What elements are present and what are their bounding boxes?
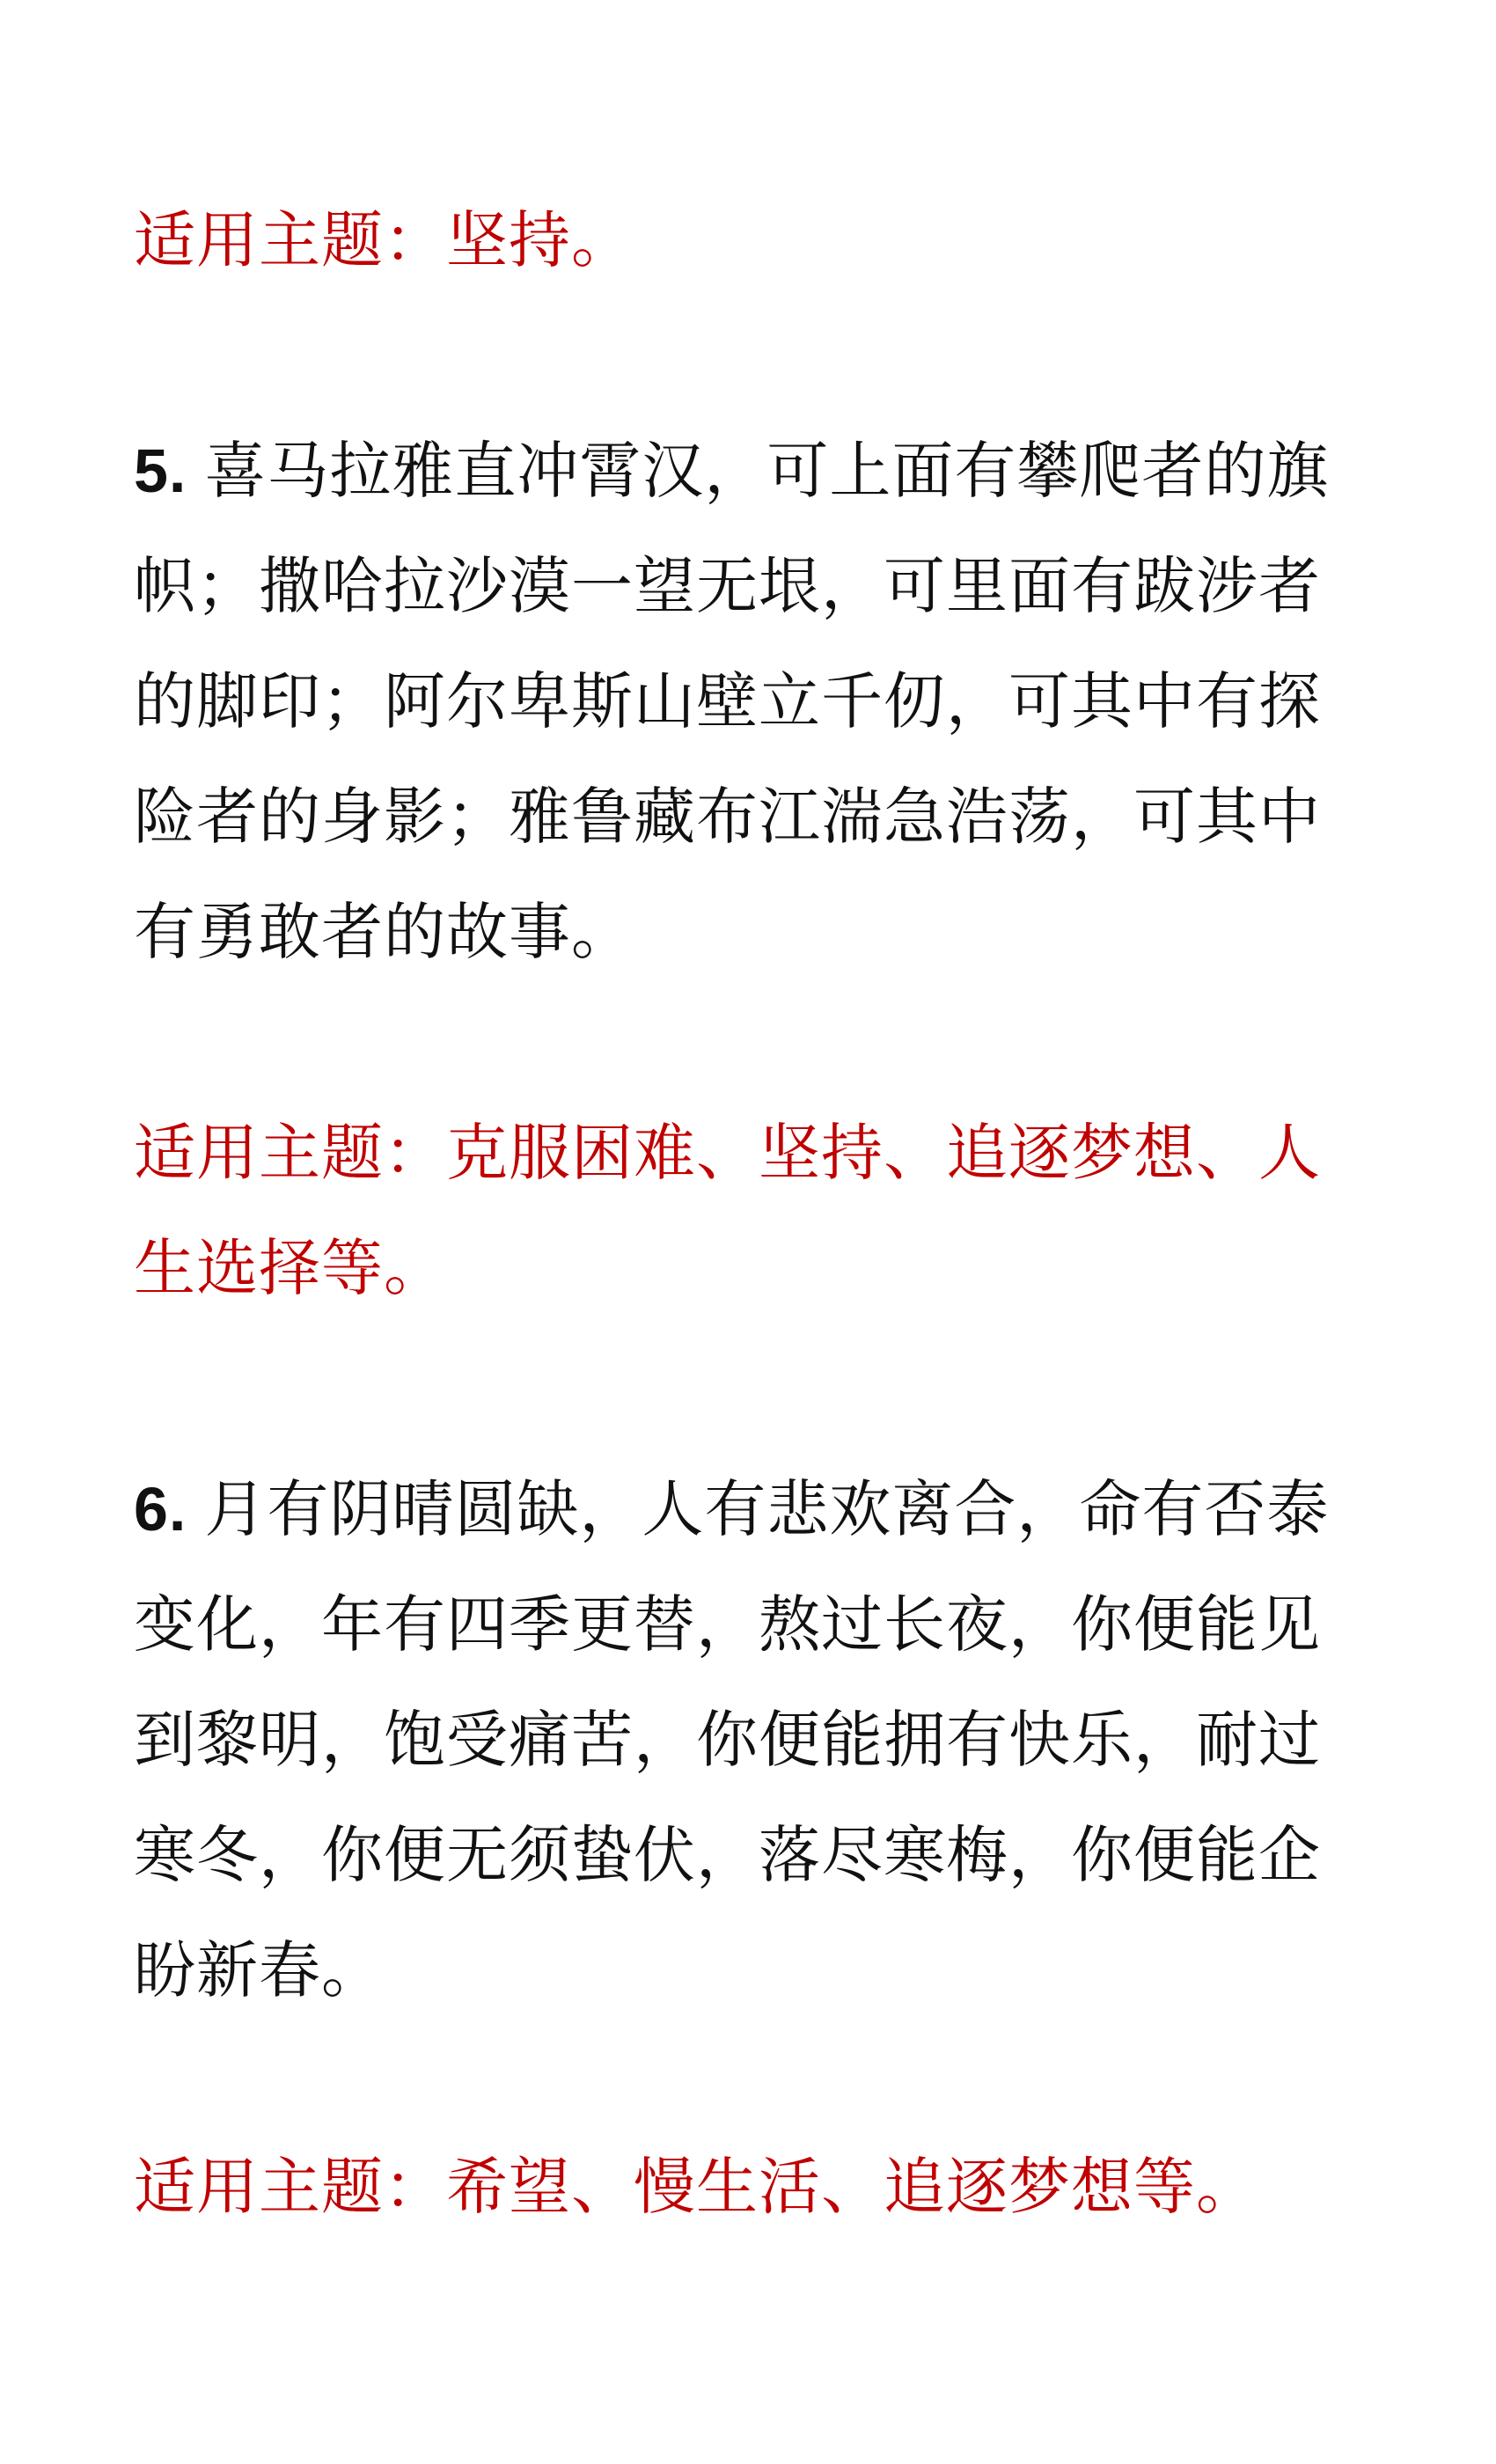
paragraph-line: 的脚印；阿尔卑斯山壁立千仞，可其中有探 <box>134 665 1321 737</box>
theme-text: 适用主题：希望、慢生活、追逐梦想等。 <box>134 2151 1258 2223</box>
paragraph-line: 盼新春。 <box>134 1934 384 2006</box>
theme-label: 适用主题： <box>134 204 446 276</box>
paragraph-line-text: 喜马拉雅直冲霄汉，可上面有攀爬者的旗 <box>204 435 1330 507</box>
item-number: 5. <box>134 436 187 505</box>
paragraph-line: 变化，年有四季更替，熬过长夜，你便能见 <box>134 1588 1321 1661</box>
theme-text <box>134 183 1370 298</box>
paragraph-line: 帜；撒哈拉沙漠一望无垠，可里面有跋涉者 <box>134 550 1321 622</box>
theme-line-item-6 <box>134 2130 1370 2245</box>
theme-line-item-5 <box>134 1096 1370 1326</box>
theme-value: 坚持。 <box>446 204 634 276</box>
paragraph-line: 到黎明，饱受痛苦，你便能拥有快乐，耐过 <box>134 1704 1321 1776</box>
paragraph-line <box>134 414 1370 529</box>
paragraph-line: 险者的身影；雅鲁藏布江湍急浩荡，可其中 <box>134 781 1321 853</box>
theme-text: 适用主题：克服困难、坚持、追逐梦想、人 <box>134 1117 1321 1189</box>
theme-line-top <box>134 183 1370 298</box>
paragraph-item-6 <box>134 1452 1370 2028</box>
paragraph-line: 有勇敢者的故事。 <box>134 896 634 968</box>
paragraph-line <box>134 1452 1370 1567</box>
theme-text: 生选择等。 <box>134 1232 446 1304</box>
paragraph-line-text: 月有阴晴圆缺，人有悲欢离合，命有否泰 <box>204 1473 1330 1545</box>
paragraph-line: 寒冬，你便无须蛰伏，落尽寒梅，你便能企 <box>134 1819 1321 1891</box>
item-number: 6. <box>134 1475 187 1544</box>
paragraph-item-5 <box>134 414 1370 990</box>
